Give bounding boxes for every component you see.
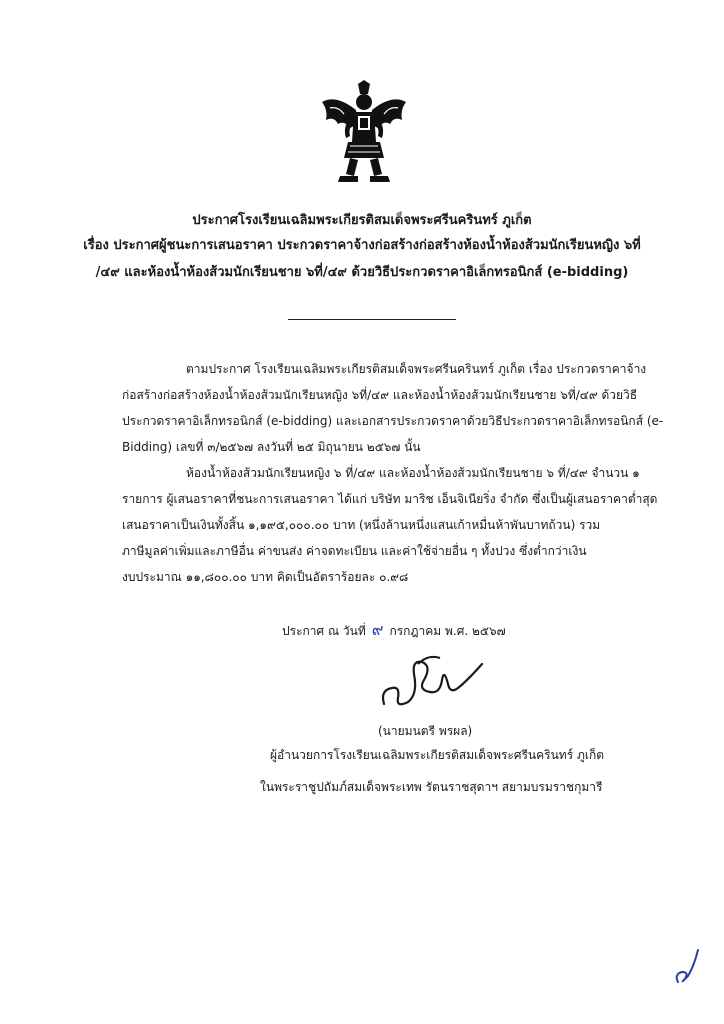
signature-icon: [378, 650, 488, 712]
body-line: เสนอราคาเป็นเงินทั้งสิ้น ๑,๑๙๕,๐๐๐.๐๐ บาท (หนึ่งล้านหนึ่งแสนเก้าหมื่นห้าพันบาทถ้วน) รวม: [122, 518, 601, 532]
signatory-position-1: ผู้อำนวยการโรงเรียนเฉลิมพระเกียรติสมเด็จพระศรีนครินทร์ ภูเก็ต: [270, 748, 605, 762]
subject-line-1: เรื่อง ประกาศผู้ชนะการเสนอราคา ประกวดราคาจ้างก่อสร้างก่อสร้างห้องน้ำห้องส้วมนักเรียนหญิง ๖ที่: [83, 238, 641, 253]
signatory-position-2: ในพระราชูปถัมภ์สมเด็จพระเทพ รัตนราชสุดาฯ สยามบรมราชกุมารี: [260, 780, 603, 794]
body-line: งบประมาณ ๑๑,๘๐๐.๐๐ บาท คิดเป็นอัตราร้อยละ ๐.๙๘: [122, 570, 409, 584]
subject-line-2: /๔๙ และห้องน้ำห้องส้วมนักเรียนชาย ๖ที่/๔๙ ด้วยวิธีประกวดราคาอิเล็กทรอนิกส์ (e-bidding): [95, 265, 629, 280]
divider: [288, 319, 456, 320]
body-line: ประกวดราคาอิเล็กทรอนิกส์ (e-bidding) และเอกสารประกวดราคาด้วยวิธีประกวดราคาอิเล็กทรอนิกส์ (e-: [122, 414, 664, 428]
body-line: ก่อสร้างก่อสร้างห้องน้ำห้องส้วมนักเรียนหญิง ๖ที่/๔๙ และห้องน้ำห้องส้วมนักเรียนชาย ๖ที่/๔๙ ด้วยวิธี: [122, 388, 638, 402]
announcement-date: [282, 618, 506, 643]
body-line: ภาษีมูลค่าเพิ่มและภาษีอื่น ค่าขนส่ง ค่าจดทะเบียน และค่าใช้จ่ายอื่น ๆ ทั้งปวง ซึ่งต่ำกว่าเงิน: [122, 544, 587, 558]
body-line: Bidding) เลขที่ ๓/๒๕๖๗ ลงวันที่ ๒๕ มิถุนายน ๒๕๖๗ นั้น: [122, 440, 421, 454]
body-line: รายการ ผู้เสนอราคาที่ชนะการเสนอราคา ได้แก่ บริษัท มาริช เอ็นจิเนียริ่ง จำกัด ซึ่งเป็นผู้เสนอราคาต่ำสุด: [122, 492, 658, 506]
announcement-month-year: กรกฎาคม พ.ศ. ๒๕๖๗: [389, 624, 506, 638]
signatory-name: (นายมนตรี พรผล): [378, 724, 473, 738]
document-title: ประกาศโรงเรียนเฉลิมพระเกียรติสมเด็จพระศรีนครินทร์ ภูเก็ต: [192, 213, 532, 228]
body-line: ตามประกาศ โรงเรียนเฉลิมพระเกียรติสมเด็จพระศรีนครินทร์ ภูเก็ต เรื่อง ประกวดราคาจ้าง: [186, 362, 647, 376]
handwritten-day: ๙: [371, 620, 384, 639]
body-line: ห้องน้ำห้องส้วมนักเรียนหญิง ๖ ที่/๔๙ และห้องน้ำห้องส้วมนักเรียนชาย ๖ ที่/๔๙ จำนวน ๑: [186, 466, 640, 480]
initials-mark-icon: [672, 946, 702, 986]
announcement-prefix: ประกาศ ณ วันที่: [282, 624, 366, 638]
garuda-emblem-icon: [318, 80, 410, 184]
